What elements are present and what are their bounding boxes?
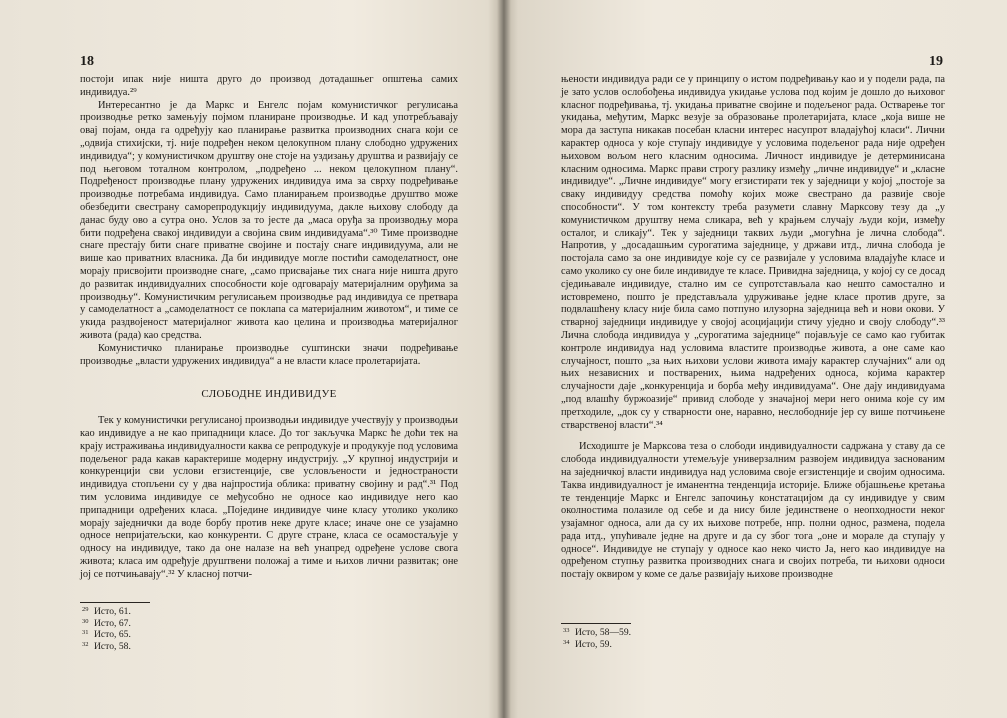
right-body-text <box>561 74 945 582</box>
paragraph: Комунистичко планирање производње суштински значи подређивање производње „власти удружених индивидуа“ а не власти класе пролетаријата. <box>80 342 458 367</box>
paragraph: Интересантно је да Маркс и Енгелс појам комунистичког регулисања производње ретко замењују појмом планиране производње. И кад употребљавају овај појам, онда га одређују као планирање развитка производних снага који се „одвија стихијски, тј. није подређен неком целокупном плану слободно удружених индивидуа“; у комунистичком друштву оне стоје на уздизању друштва и развијају се под његовом тоталном контролом, „подређено ... неком целокупном плану“. Подређеност производње плану удружених индивидуа има за сврху подређивање производње потребама индивидуа. Само планирањем производње друштво може обезбедити свестрану саморепродукцију индивидуума, дакле њихову слободу да данас буду ово а сутра оно. Услов за то јесте да „маса оруђа за производњу мора бити подређена свакој индивидуи а својина свим индивидуама“.³⁰ Тиме производне снаге престају бити снаге приватне својине и постају снаге индивидуума, али не више као приватних власника. Да би индивидуе могле постићи самоделатност, оне морају присвојити производне снаге, „само присвајање тих снага није ништа друго до развитак индивидуалних способности које одговарају материјалним оруђима за производњу“. Комунистичким регулисањем производње рад индивидуа се претвара у самоделатност а „самоделатност се поклапа са материјалним животом“, и тиме се укида раздвојеност материјалног живота као целина и производња материјалног живота (рада) као средства. <box>80 99 458 341</box>
footnote-number: 31 <box>82 629 89 636</box>
footnote-number: 33 <box>563 627 570 634</box>
footnotes <box>561 623 761 650</box>
footnote-text: Исто, 58—59. <box>575 627 632 638</box>
paragraph: постоји ипак није ништа друго до производ дотадашњег општења самих индивидуа.²⁹ <box>80 74 458 98</box>
paragraph: њености индивидуа ради се у принципу о истом подређивању као и у подели рада, па је зато услов ослобођења индивидуа укидање услова под којим је дошло до њиховог класног подређивања, тј. укидања приватне својине и подељеног рада. Остварење тог укидања, међутим, Маркс везује за образовање пролетаријата, класе „која више не мора да заступа никакав посебан класни интерес насупрот владајућој класи“. Лични карактер односа у које ступају индивидуе у условима подељеног рада није одређен њиховом вољом него класним односима. Личност индивидуе је детерминисана класним односима. Маркс прави строгу разлику између „личне индивидуе“ и „класне индивидуе“. „Личне индивидуе“ могу егзистирати тек у заједници у којој „постоје за сваку индивидуу средства помоћу којих може свестрано да развије своје способности“. У том контексту треба разумети славну Марксову тезу да „у комунистичком друштву нема сликара, већ у крајњем случају људи који, између осталог, и сликају“. Тек у заједници таквих људи „могућна је лична слобода“. Напротив, у „досадашњим сурогатима заједнице, у држави итд., лична слобода је постојала само за оне индивидуе које су се развијале у условима владајуће класе и само уколико су оне биле индивидуе те класе. Привидна заједница, у којој су се досад сједињавале индивидуе, стално им се супротстављала као нешто самостално и истовремено, пошто је представљала удруживање једне класе против друге, за подвлашћену класу није била само потпуно илузорна заједница већ и нови окови. У стварној заједници индивидуе у својој асоцијацији стичу уједно и своју слободу“.³³ Лична слобода индивидуа у „сурогатима заједнице“ појављује се само као губитак контроле индивидуа над условима властите производње живота, а оне саме као случајност, пошто „за њих њихови услови живота имају карактер случајних“ али од њих независних и постварених, њима надређених односа, којима карактер случајности даје „конкуренција и борба међу индивидуама“. Оне дају индивидуама „под влашћу буржоазије“ привид слободе у значајној мери него онима које су им претходиле, „док су у стварности оне, наравно, неслободније јер су више потчињене стварственој власти“.³⁴ <box>561 74 945 431</box>
paragraph: Исходиште је Марксова теза о слободи индивидуалности садржана у ставу да се слобода индивидуалности утемељује универзалним развојем индивидуа заснованим на заједничкој власти индивидуа над условима своје егзистенције и својим односима. Таква индивидуалност је иманентна тенденција историје. Ближе објашњење кретања те тенденције Маркс и Енгелс започињу констатацијом да су индивидуе у свим околностима полазиле од себе и да нису биле јединствене о неопходности неког узајамног односа, али да су их њихове потребе, нпр. полни однос, размена, подела рада итд., упућивале једне на друге и да су због тога „оне и морале да ступају у односе“. Индивидуе не ступају у односе као неко чисто Ја, него као индивидуе на одређеном ступњу развитка производних снага и својих потреба, ти њихови односи постају оквиром у коме се даље развијају њихове производне <box>561 441 945 581</box>
footnote-text: Исто, 67. <box>94 617 131 629</box>
left-page <box>0 0 503 718</box>
book-gutter <box>497 0 511 718</box>
footnote-text: Исто, 65. <box>94 629 131 640</box>
footnote-number: 34 <box>563 638 570 646</box>
section-heading: СЛОБОДНЕ ИНДИВИДУЕ <box>201 388 337 401</box>
footnote <box>561 639 761 651</box>
footnote <box>80 641 280 653</box>
footnote-text: Исто, 59. <box>575 638 612 650</box>
footnotes <box>80 602 280 652</box>
footnote <box>80 606 280 618</box>
footnote-text: Исто, 58. <box>94 640 131 652</box>
page-number: 19 <box>929 54 943 69</box>
paragraph: Тек у комунистички регулисаној производњи индивидуе учествују у производњи као индивидуе а не као припадници класе. До тог закључка Маркс ће доћи тек на крају истраживања индивидуалности каква се репродукује и продукује под условима подељеног рада какав карактерише модерну индустрију. „У крупној индустрији и конкуренцији сви услови егзистенције, све условљености и једностраности индивидуа стопљени су у два најпростија облика: приватну својину и рад“.³¹ Под тим условима индивидуе се међусобно не односе као индивидуе него као припадници одређених класа. „Поједине индивидуе чине класу утолико уколико морају заједнички да воде борбу против неке друге класе; иначе оне се узајамно односе непријатељски, као конкуренти. С друге стране, класа се осамостаљује у односу на индивидуе, тако да оне налазе на већ унапред одређене услове свога живота; класа им одређује друштвени положај а тиме и њихов лични развитак; оне јој се потчињавају“.³² У класној потчи- <box>80 415 458 580</box>
left-body-text <box>80 74 458 581</box>
footnote-rule <box>80 602 150 603</box>
footnote-text: Исто, 61. <box>94 606 131 617</box>
footnote-rule <box>561 623 631 624</box>
footnote <box>80 618 280 630</box>
page-number: 18 <box>80 54 94 69</box>
footnote-number: 30 <box>82 617 89 625</box>
footnote-number: 29 <box>82 606 89 613</box>
footnote <box>80 629 280 641</box>
footnote-number: 32 <box>82 640 89 648</box>
right-page <box>503 0 1007 718</box>
footnote <box>561 627 761 639</box>
